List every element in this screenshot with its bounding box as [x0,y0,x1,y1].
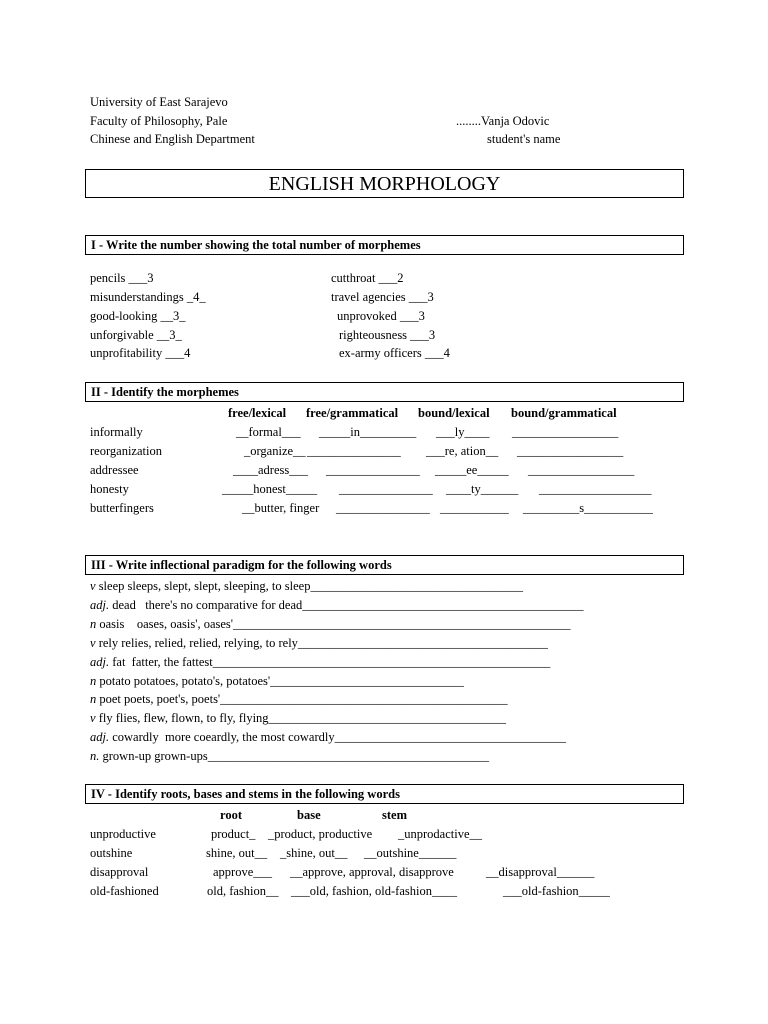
cell-bound-lexical: ___________ [440,501,509,515]
cell-free-lexical: _____honest_____ [222,482,318,496]
cell-stem: __outshine______ [364,846,457,860]
column-header: stem [382,808,407,822]
cell-free-grammatical: _______________ [336,501,430,515]
section-2-heading: II - Identify the morphemes [91,385,239,399]
paradigm-text: cowardly more coeardly, the most cowardly_____________________________________ [109,730,566,744]
cell-root: product_ [211,827,256,841]
faculty-name: Faculty of Philosophy, Pale [90,114,228,128]
list-item: travel agencies ___3 [331,290,434,304]
list-item: unprovoked ___3 [337,309,425,323]
row-word: disapproval [90,865,149,879]
list-item: ex-army officers ___4 [339,346,450,360]
column-header: bound/lexical [418,406,490,420]
row-word: old-fashioned [90,884,159,898]
paradigm-line [90,635,548,651]
cell-free-lexical: _organize__ [244,444,306,458]
cell-stem: ___old-fashion_____ [503,884,610,898]
cell-free-lexical: __formal___ [236,425,301,439]
cell-free-grammatical: _______________ [326,463,420,477]
cell-free-grammatical: _______________ [307,444,401,458]
row-word: unproductive [90,827,156,841]
cell-root: shine, out__ [206,846,268,860]
paradigm-line [90,710,506,726]
row-word: informally [90,425,143,439]
column-header: root [220,808,242,822]
list-item: righteousness ___3 [339,328,436,342]
section-3-heading-box [85,555,684,575]
section-1-heading-box [85,235,684,255]
list-item: good-looking __3_ [90,309,186,323]
cell-bound-lexical: ___re, ation__ [426,444,499,458]
section-4-heading: IV - Identify roots, bases and stems in the following words [91,787,400,801]
column-header: bound/grammatical [511,406,617,420]
cell-base: _product, productive [268,827,373,841]
title-box [85,169,684,198]
paradigm-text: potato potatoes, potato's, potatoes'_______________________________ [96,674,464,688]
column-header: free/lexical [228,406,287,420]
section-2-heading-box [85,382,684,402]
paradigm-text: sleep sleeps, slept, slept, sleeping, to sleep__________________________________ [95,579,523,593]
row-word: butterfingers [90,501,154,515]
student-name: ........Vanja Odovic [456,114,550,128]
row-word: reorganization [90,444,162,458]
column-header: base [297,808,321,822]
row-word: outshine [90,846,133,860]
student-name-label: student's name [487,132,561,146]
part-of-speech: v [90,579,96,593]
cell-bound-lexical: _____ee_____ [435,463,509,477]
cell-base: ___old, fashion, old-fashion____ [291,884,457,898]
list-item: cutthroat ___2 [331,271,404,285]
list-item: misunderstandings _4_ [90,290,206,304]
cell-base: __approve, approval, disapprove [290,865,454,879]
part-of-speech: adj. [90,730,110,744]
cell-bound-grammatical: _________________ [512,425,619,439]
cell-free-grammatical: _____in_________ [319,425,417,439]
part-of-speech: n. [90,749,100,763]
paradigm-line [90,654,550,670]
paradigm-text: dead there's no comparative for dead_____________________________________________ [109,598,584,612]
cell-stem: _unprodactive__ [398,827,483,841]
cell-bound-grammatical: _________________ [517,444,624,458]
part-of-speech: n [90,617,97,631]
paradigm-line [90,578,523,594]
cell-bound-grammatical: _________s___________ [523,501,653,515]
part-of-speech: v [90,636,96,650]
section-1-heading: I - Write the number showing the total number of morphemes [91,238,421,252]
university-name: University of East Sarajevo [90,95,228,109]
section-4-heading-box [85,784,684,804]
column-header: free/grammatical [306,406,399,420]
cell-bound-lexical: ___ly____ [436,425,490,439]
row-word: honesty [90,482,129,496]
paradigm-text: rely relies, relied, relied, relying, to rely________________________________________ [95,636,548,650]
cell-free-lexical: ____adress___ [233,463,308,477]
paradigm-text: oasis oases, oasis', oases'______________________________________________________ [96,617,571,631]
part-of-speech: adj. [90,655,110,669]
list-item: unforgivable __3_ [90,328,182,342]
part-of-speech: v [90,711,96,725]
cell-free-lexical: __butter, finger [242,501,320,515]
paradigm-text: poet poets, poet's, poets'______________________________________________ [96,692,508,706]
part-of-speech: n [90,674,97,688]
cell-bound-grammatical: _________________ [528,463,635,477]
paradigm-line [90,597,584,613]
list-item: pencils ___3 [90,271,154,285]
cell-bound-lexical: ____ty______ [446,482,519,496]
paradigm-text: fat fatter, the fattest______________________________________________________ [109,655,551,669]
cell-stem: __disapproval______ [486,865,595,879]
section-3-heading: III - Write inflectional paradigm for the following words [91,558,392,572]
list-item: unprofitability ___4 [90,346,191,360]
paradigm-line [90,691,508,707]
paradigm-text: fly flies, flew, flown, to fly, flying______________________________________ [95,711,507,725]
paradigm-text: grown-up grown-ups_____________________________________________ [99,749,489,763]
paradigm-line [90,748,489,764]
cell-free-grammatical: _______________ [339,482,433,496]
page-title: ENGLISH MORPHOLOGY [268,173,501,195]
paradigm-line [90,729,566,745]
row-word: addressee [90,463,139,477]
cell-bound-grammatical: __________________ [539,482,652,496]
cell-root: approve___ [213,865,273,879]
cell-base: _shine, out__ [280,846,348,860]
paradigm-line [90,616,571,632]
cell-root: old, fashion__ [207,884,279,898]
part-of-speech: n [90,692,97,706]
part-of-speech: adj. [90,598,110,612]
paradigm-line [90,673,464,689]
department-name: Chinese and English Department [90,132,255,146]
